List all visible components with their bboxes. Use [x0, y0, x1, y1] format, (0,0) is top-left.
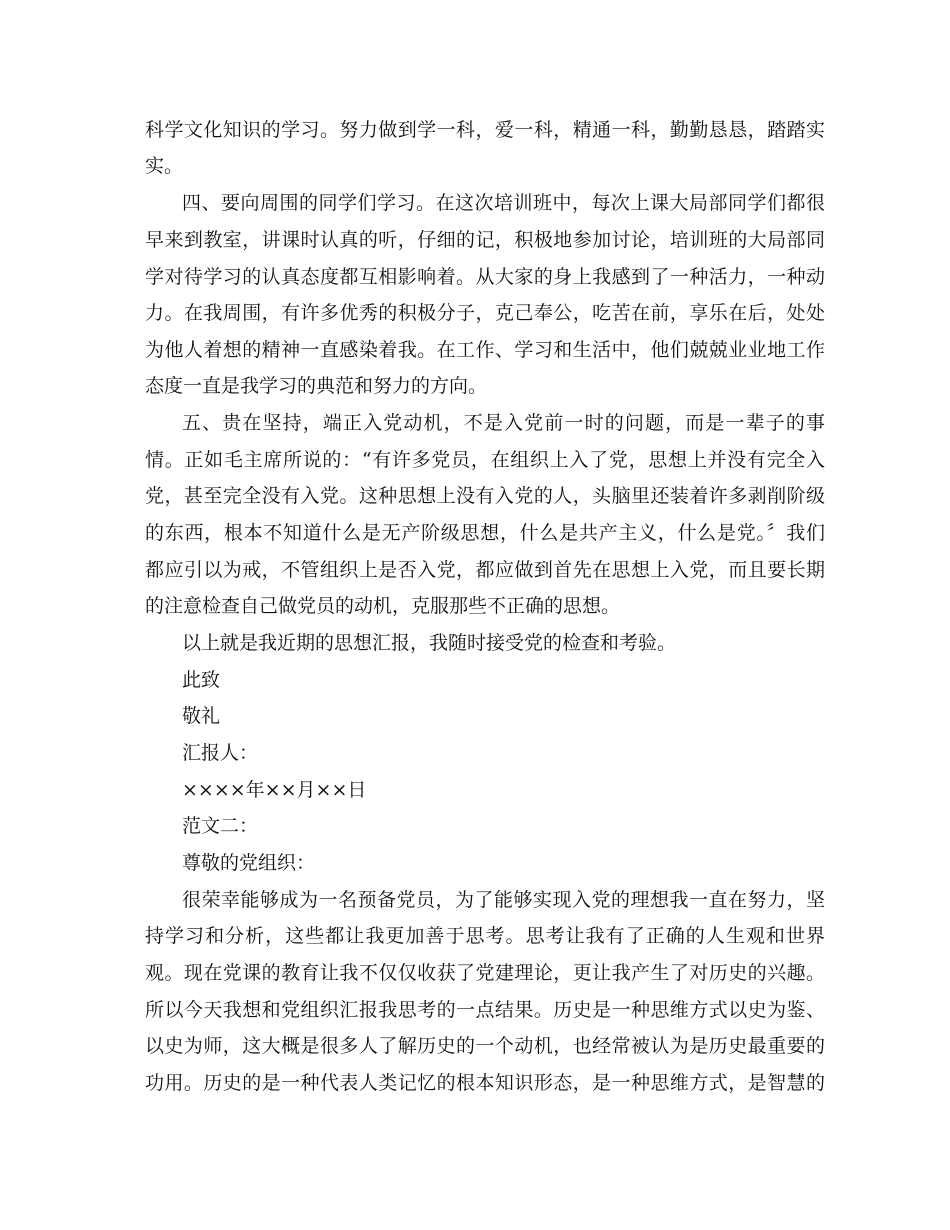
text-line-13: 都应引以为戒，不管组织上是否入党，都应做到首先在思想上入党，而且要长期: [145, 559, 825, 581]
text-line-1: 科学文化知识的学习。努力做到学一科，爱一科，精通一科，勤勤恳恳，踏踏实: [145, 119, 825, 141]
text-line-8: 态度一直是我学习的典范和努力的方向。: [145, 375, 488, 397]
salutation-jingli: 敬礼: [182, 705, 221, 727]
text-line-27: 功用。历史的是一种代表人类记忆的根本知识形态，是一种思维方式，是智慧的: [145, 1072, 825, 1094]
text-line-23: 持学习和分析，这些都让我更加善于思考。思考让我有了正确的人生观和世界: [145, 925, 825, 947]
closing-statement: 以上就是我近期的思想汇报，我随时接受党的检查和考验。: [182, 632, 677, 654]
greeting: 尊敬的党组织：: [182, 852, 316, 874]
text-line-9: 五、贵在坚持，端正入党动机，不是入党前一时的问题，而是一辈子的事: [182, 412, 825, 434]
text-line-7: 为他人着想的精神一直感染着我。在工作、学习和生活中，他们兢兢业业地工作: [145, 339, 825, 361]
sample-two-heading: 范文二：: [182, 815, 259, 837]
text-line-6: 力。在我周围，有许多优秀的积极分子，克己奉公，吃苦在前，享乐在后，处处: [145, 302, 825, 324]
text-line-11: 党，甚至完全没有入党。这种思想上没有入党的人，头脑里还装着许多剥削阶级: [145, 485, 825, 507]
reporter-label: 汇报人：: [182, 742, 259, 764]
text-line-24: 观。现在党课的教育让我不仅仅收获了党建理论，更让我产生了对历史的兴趣。: [145, 962, 825, 984]
text-line-25: 所以今天我想和党组织汇报我思考的一点结果。历史是一种思维方式以史为鉴、: [145, 999, 825, 1021]
text-line-14: 的注意检查自己做党员的动机，克服那些不正确的思想。: [145, 595, 621, 617]
text-line-4: 早来到教室，讲课时认真的听，仔细的记，积极地参加讨论，培训班的大局部同: [145, 229, 825, 251]
salutation-cizhi: 此致: [182, 669, 221, 691]
text-line-5: 学对待学习的认真态度都互相影响着。从大家的身上我感到了一种活力，一种动: [145, 266, 825, 288]
text-line-2: 实。: [145, 155, 184, 177]
text-line-10: 情。正如毛主席所说的：“有许多党员，在组织上入了党，思想上并没有完全入: [145, 449, 825, 471]
text-line-22: 很荣幸能够成为一名预备党员，为了能够实现入党的理想我一直在努力，坚: [182, 889, 825, 911]
text-line-12: 的东西，根本不知道什么是无产阶级思想，什么是共产主义，什么是党。〞我们: [145, 522, 825, 544]
text-line-3: 四、要向周围的同学们学习。在这次培训班中，每次上课大局部同学们都很: [182, 192, 825, 214]
text-line-26: 以史为师，这大概是很多人了解历史的一个动机，也经常被认为是历史最重要的: [145, 1035, 825, 1057]
report-date: ××××年××月××日: [182, 779, 367, 801]
